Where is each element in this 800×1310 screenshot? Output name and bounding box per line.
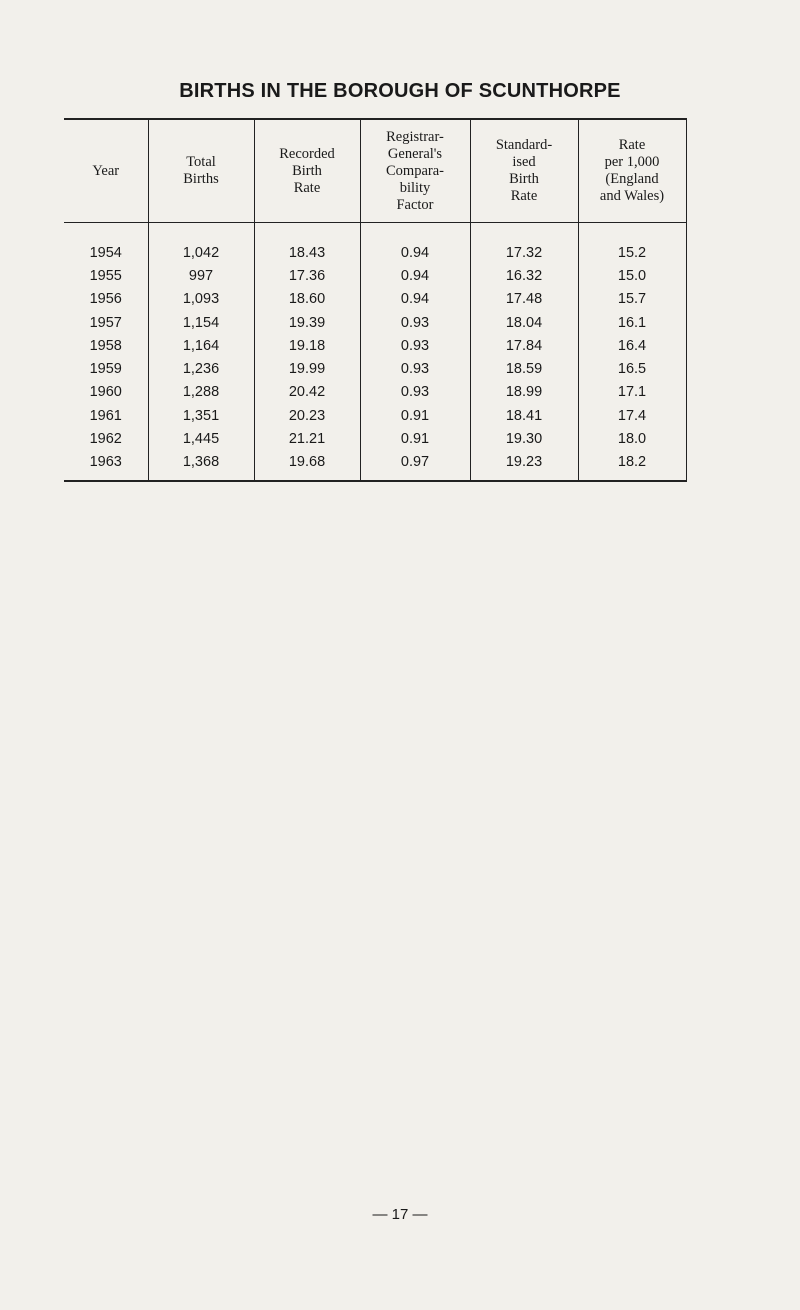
- cell-standardised-rate: 17.48: [470, 288, 578, 311]
- cell-total-births: 1,236: [148, 357, 254, 380]
- cell-total-births: 1,445: [148, 427, 254, 450]
- table-row: [64, 427, 686, 450]
- header-standardised-birth-rate: Standard- ised Birth Rate: [470, 119, 578, 223]
- cell-standardised-rate: 18.59: [470, 357, 578, 380]
- births-table-container: [64, 118, 686, 482]
- table-row: [64, 288, 686, 311]
- cell-recorded-rate: 20.42: [254, 381, 360, 404]
- cell-total-births: 1,164: [148, 334, 254, 357]
- cell-year: 1960: [89, 384, 122, 401]
- cell-national-rate: 16.1: [578, 311, 686, 334]
- cell-total-births: 1,351: [148, 404, 254, 427]
- header-comparability-factor: Registrar- General's Compara- bility Factor: [360, 119, 470, 223]
- cell-factor: 0.94: [360, 241, 470, 264]
- cell-total-births: 1,288: [148, 381, 254, 404]
- cell-recorded-rate: 19.68: [254, 451, 360, 481]
- cell-standardised-rate: 19.23: [470, 451, 578, 481]
- cell-factor: 0.93: [360, 381, 470, 404]
- table-row: [64, 241, 686, 264]
- cell-total-births: 1,093: [148, 288, 254, 311]
- cell-year: 1962: [89, 431, 122, 448]
- cell-factor: 0.93: [360, 311, 470, 334]
- cell-standardised-rate: 17.84: [470, 334, 578, 357]
- table-row: [64, 334, 686, 357]
- cell-recorded-rate: 19.18: [254, 334, 360, 357]
- cell-national-rate: 15.2: [578, 241, 686, 264]
- cell-standardised-rate: 16.32: [470, 264, 578, 287]
- cell-factor: 0.97: [360, 451, 470, 481]
- cell-national-rate: 16.5: [578, 357, 686, 380]
- cell-year: 1961: [89, 407, 122, 424]
- cell-national-rate: 17.1: [578, 381, 686, 404]
- cell-national-rate: 16.4: [578, 334, 686, 357]
- cell-recorded-rate: 19.39: [254, 311, 360, 334]
- table-header-row: [64, 119, 686, 223]
- cell-recorded-rate: 21.21: [254, 427, 360, 450]
- table-row: [64, 311, 686, 334]
- table-row: [64, 264, 686, 287]
- cell-year: 1959: [89, 361, 122, 378]
- cell-year: 1958: [89, 337, 122, 354]
- cell-year: 1954: [89, 244, 122, 261]
- header-rate-england-wales: Rate per 1,000 (England and Wales): [578, 119, 686, 223]
- cell-factor: 0.93: [360, 334, 470, 357]
- cell-recorded-rate: 19.99: [254, 357, 360, 380]
- cell-standardised-rate: 17.32: [470, 241, 578, 264]
- cell-recorded-rate: 18.60: [254, 288, 360, 311]
- cell-year: 1955: [89, 267, 122, 284]
- page-number: — 17 —: [372, 1206, 428, 1223]
- cell-factor: 0.93: [360, 357, 470, 380]
- cell-recorded-rate: 17.36: [254, 264, 360, 287]
- header-recorded-birth-rate: Recorded Birth Rate: [254, 119, 360, 223]
- cell-year: 1956: [89, 291, 122, 308]
- cell-factor: 0.94: [360, 288, 470, 311]
- table-row: [64, 404, 686, 427]
- cell-total-births: 1,368: [148, 451, 254, 481]
- cell-national-rate: 15.7: [578, 288, 686, 311]
- table-row: [64, 381, 686, 404]
- cell-total-births: 1,042: [148, 241, 254, 264]
- cell-year: 1957: [89, 314, 122, 331]
- cell-factor: 0.91: [360, 404, 470, 427]
- cell-national-rate: 15.0: [578, 264, 686, 287]
- table-row: [64, 357, 686, 380]
- cell-national-rate: 18.0: [578, 427, 686, 450]
- cell-standardised-rate: 18.41: [470, 404, 578, 427]
- cell-year: 1963: [64, 451, 148, 481]
- cell-recorded-rate: 18.43: [254, 241, 360, 264]
- cell-standardised-rate: 18.04: [470, 311, 578, 334]
- cell-standardised-rate: 18.99: [470, 381, 578, 404]
- header-total-births: Total Births: [148, 119, 254, 223]
- cell-total-births: 1,154: [148, 311, 254, 334]
- page-title: BIRTHS IN THE BOROUGH OF SCUNTHORPE: [179, 80, 621, 102]
- cell-national-rate: 18.2: [578, 451, 686, 481]
- table-spacer-row: [64, 223, 686, 242]
- cell-standardised-rate: 19.30: [470, 427, 578, 450]
- cell-recorded-rate: 20.23: [254, 404, 360, 427]
- table-row: [64, 451, 686, 481]
- header-year: Year: [64, 119, 148, 223]
- cell-total-births: 997: [148, 264, 254, 287]
- births-table: [64, 118, 687, 482]
- cell-national-rate: 17.4: [578, 404, 686, 427]
- cell-factor: 0.94: [360, 264, 470, 287]
- cell-factor: 0.91: [360, 427, 470, 450]
